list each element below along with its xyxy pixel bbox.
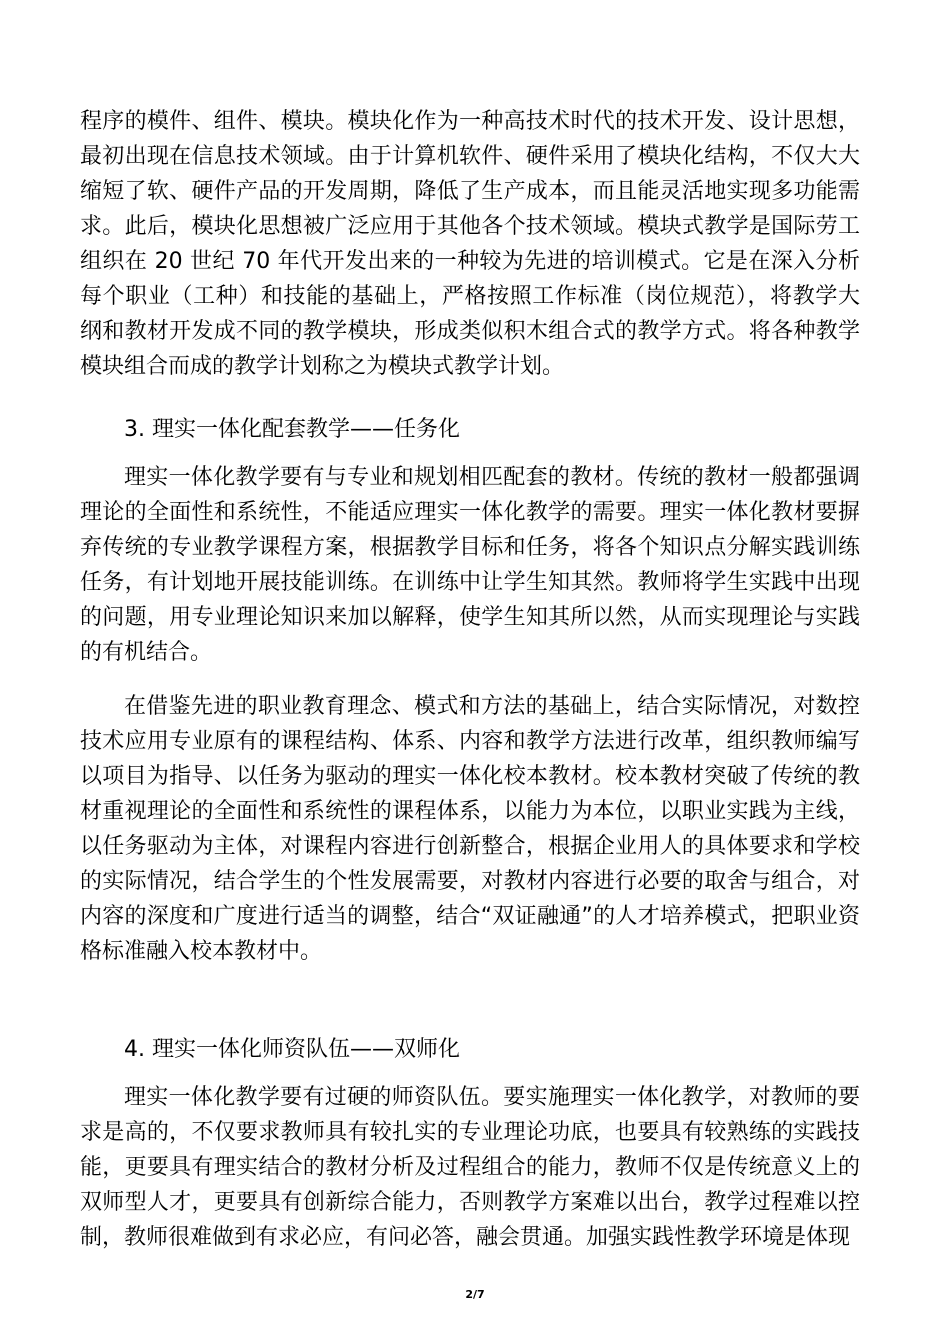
paragraph-modular-teaching: 程序的模件、组件、模块。模块化作为一种高技术时代的技术开发、设计思想，最初出现在信息技术领域。由于计算机软件、硬件采用了模块化结构，不仅大大缩短了软、硬件产品的开发周期，降低了生产成本，而且能灵活地实现多功能需求。此后，模块化思想被广泛应用于其他各个技术领域。模块式教学是国际劳工组织在 20 世纪 70 年代开发出来的一种较为先进的培训模式。它是在深入分析每个职业（工种）和技能的基础上，严格按照工作标准（岗位规范），将教学大纲和教材开发成不同的教学模块，形成类似积木组合式的教学方式。将各种教学模块组合而成的教学计划称之为模块式教学计划。 bbox=[80, 109, 860, 379]
paragraph-integrated-textbooks: 理实一体化教学要有与专业和规划相匹配套的教材。传统的教材一般都强调理论的全面性和系统性，不能适应理实一体化教学的需要。理实一体化教材要摒弃传统的专业教学课程方案，根据教学目标和任务，将各个知识点分解实践训练任务，有计划地开展技能训练。在训练中让学生知其然。教师将学生实践中出现的问题，用专业理论知识来加以解释，使学生知其所以然，从而实现理论与实践的有机结合。 bbox=[80, 465, 860, 665]
document-page bbox=[80, 0, 870, 1344]
paragraph-teaching-staff: 理实一体化教学要有过硬的师资队伍。要实施理实一体化教学，对教师的要求是高的，不仅要求教师具有较扎实的专业理论功底，也要具有较熟练的实践技能，更要具有理实结合的教材分析及过程组合的能力，教师不仅是传统意义上的双师型人才，更要具有创新综合能力，否则教学方案难以出台，教学过程难以控制，教师很难做到有求必应，有问必答，融会贯通。加强实践性教学环境是体现 bbox=[80, 1085, 860, 1250]
page-number: 2/7 bbox=[465, 1288, 485, 1301]
heading-section-4: 4. 理实一体化师资队伍——双师化 bbox=[124, 1037, 460, 1062]
heading-section-3: 3. 理实一体化配套教学——任务化 bbox=[124, 417, 460, 442]
paragraph-school-textbooks: 在借鉴先进的职业教育理念、模式和方法的基础上，结合实际情况，对数控技术应用专业原有的课程结构、体系、内容和教学方法进行改革，组织教师编写以项目为指导、以任务为驱动的理实一体化校本教材。校本教材突破了传统的教材重视理论的全面性和系统性的课程体系，以能力为本位，以职业实践为主线，以任务驱动为主体，对课程内容进行创新整合，根据企业用人的具体要求和学校的实际情况，结合学生的个性发展需要，对教材内容进行必要的取舍与组合，对内容的深度和广度进行适当的调整，结合“双证融通”的人才培养模式，把职业资格标准融入校本教材中。 bbox=[80, 694, 860, 964]
